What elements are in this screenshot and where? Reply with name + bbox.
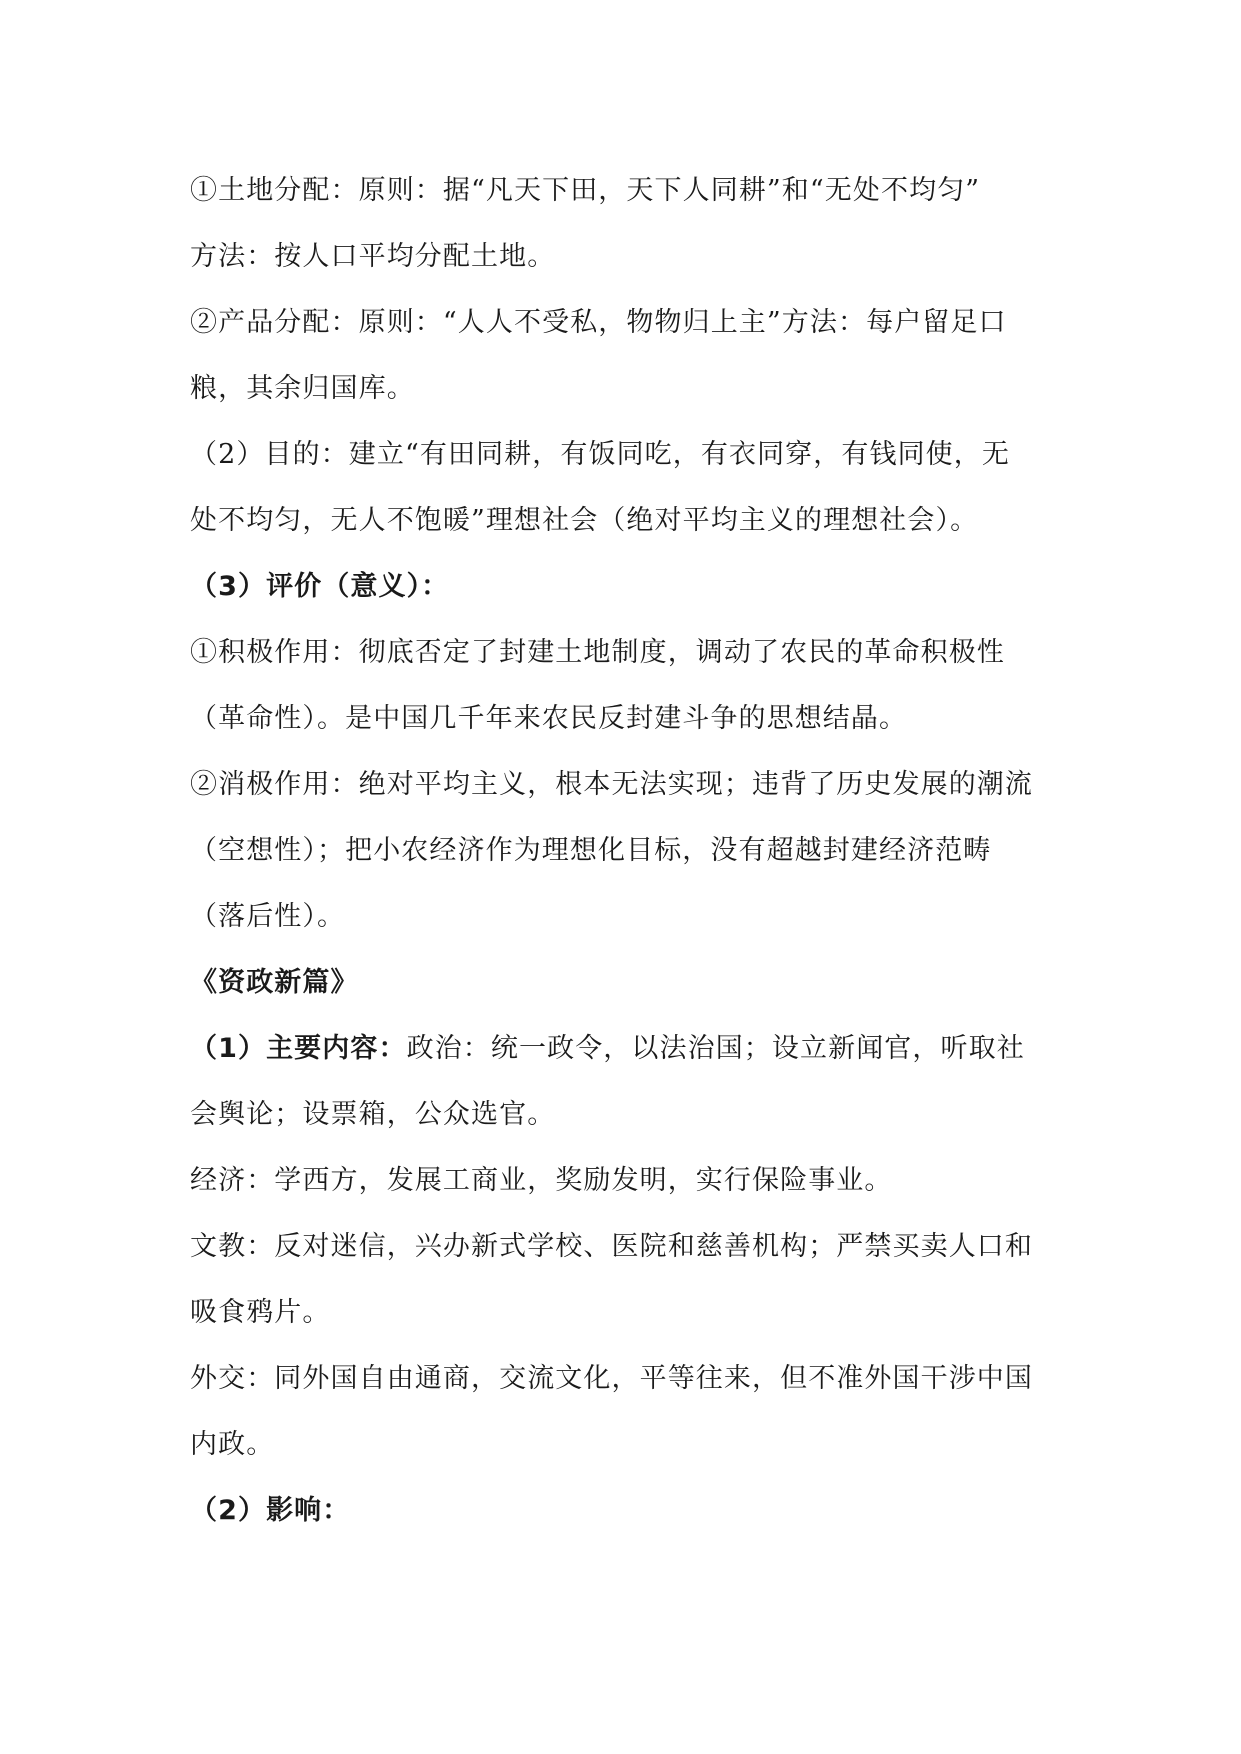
- line-text: （2）目的：建立“有田同耕，有饭同吃，有衣同穿，有钱同使，无: [190, 439, 1010, 470]
- document-body: [190, 158, 1060, 1544]
- line-text: 方法：按人口平均分配土地。: [190, 241, 556, 272]
- bold-label: （3）评价（意义）：: [190, 571, 450, 602]
- text-line: [190, 818, 1060, 884]
- line-text: （空想性）；把小农经济作为理想化目标，没有超越封建经济范畴: [190, 835, 992, 866]
- line-text: 粮，其余归国库。: [190, 373, 415, 404]
- text-line: [190, 884, 1060, 950]
- bold-label: （2）影响：: [190, 1495, 351, 1526]
- text-line: [190, 290, 1060, 356]
- section-heading: [190, 554, 1060, 620]
- line-text: ①积极作用：彻底否定了封建土地制度，调动了农民的革命积极性: [190, 637, 1005, 668]
- line-text: 经济：学西方，发展工商业，奖励发明，实行保险事业。: [190, 1165, 893, 1196]
- text-line: [190, 620, 1060, 686]
- line-text: （革命性）。是中国几千年来农民反封建斗争的思想结晶。: [190, 703, 908, 734]
- line-text: 吸食鸦片。: [190, 1297, 331, 1328]
- line-text: 文教：反对迷信，兴办新式学校、医院和慈善机构；严禁买卖人口和: [190, 1231, 1033, 1262]
- text-line: [190, 422, 1060, 488]
- line-text: 内政。: [190, 1429, 275, 1460]
- text-line: [190, 1082, 1060, 1148]
- text-line: [190, 224, 1060, 290]
- line-text: ②消极作用：绝对平均主义，根本无法实现；违背了历史发展的潮流: [190, 769, 1033, 800]
- text-line: [190, 686, 1060, 752]
- text-line: [190, 1016, 1060, 1082]
- text-line: [190, 1280, 1060, 1346]
- bold-label: （1）主要内容：: [190, 1033, 407, 1064]
- text-line: [190, 1148, 1060, 1214]
- text-line: [190, 1214, 1060, 1280]
- section-heading: [190, 950, 1060, 1016]
- line-text: 外交：同外国自由通商，交流文化，平等往来，但不准外国干涉中国: [190, 1363, 1033, 1394]
- line-text: 处不均匀，无人不饱暖”理想社会（绝对平均主义的理想社会）。: [190, 505, 979, 536]
- text-line: [190, 1412, 1060, 1478]
- text-line: [190, 752, 1060, 818]
- text-line: [190, 488, 1060, 554]
- text-line: [190, 356, 1060, 422]
- text-line: [190, 1346, 1060, 1412]
- line-text: 政治：统一政令，以法治国；设立新闻官，听取社: [406, 1033, 1025, 1064]
- line-text: ②产品分配：原则：“人人不受私，物物归上主”方法：每户留足口: [190, 307, 1007, 338]
- line-text: ①土地分配：原则：据“凡天下田，天下人同耕”和“无处不均匀”: [190, 175, 981, 206]
- line-text: （落后性）。: [190, 901, 346, 932]
- text-line: [190, 158, 1060, 224]
- line-text: 会舆论；设票箱，公众选官。: [190, 1099, 556, 1130]
- bold-label: 《资政新篇》: [190, 967, 359, 998]
- section-heading: [190, 1478, 1060, 1544]
